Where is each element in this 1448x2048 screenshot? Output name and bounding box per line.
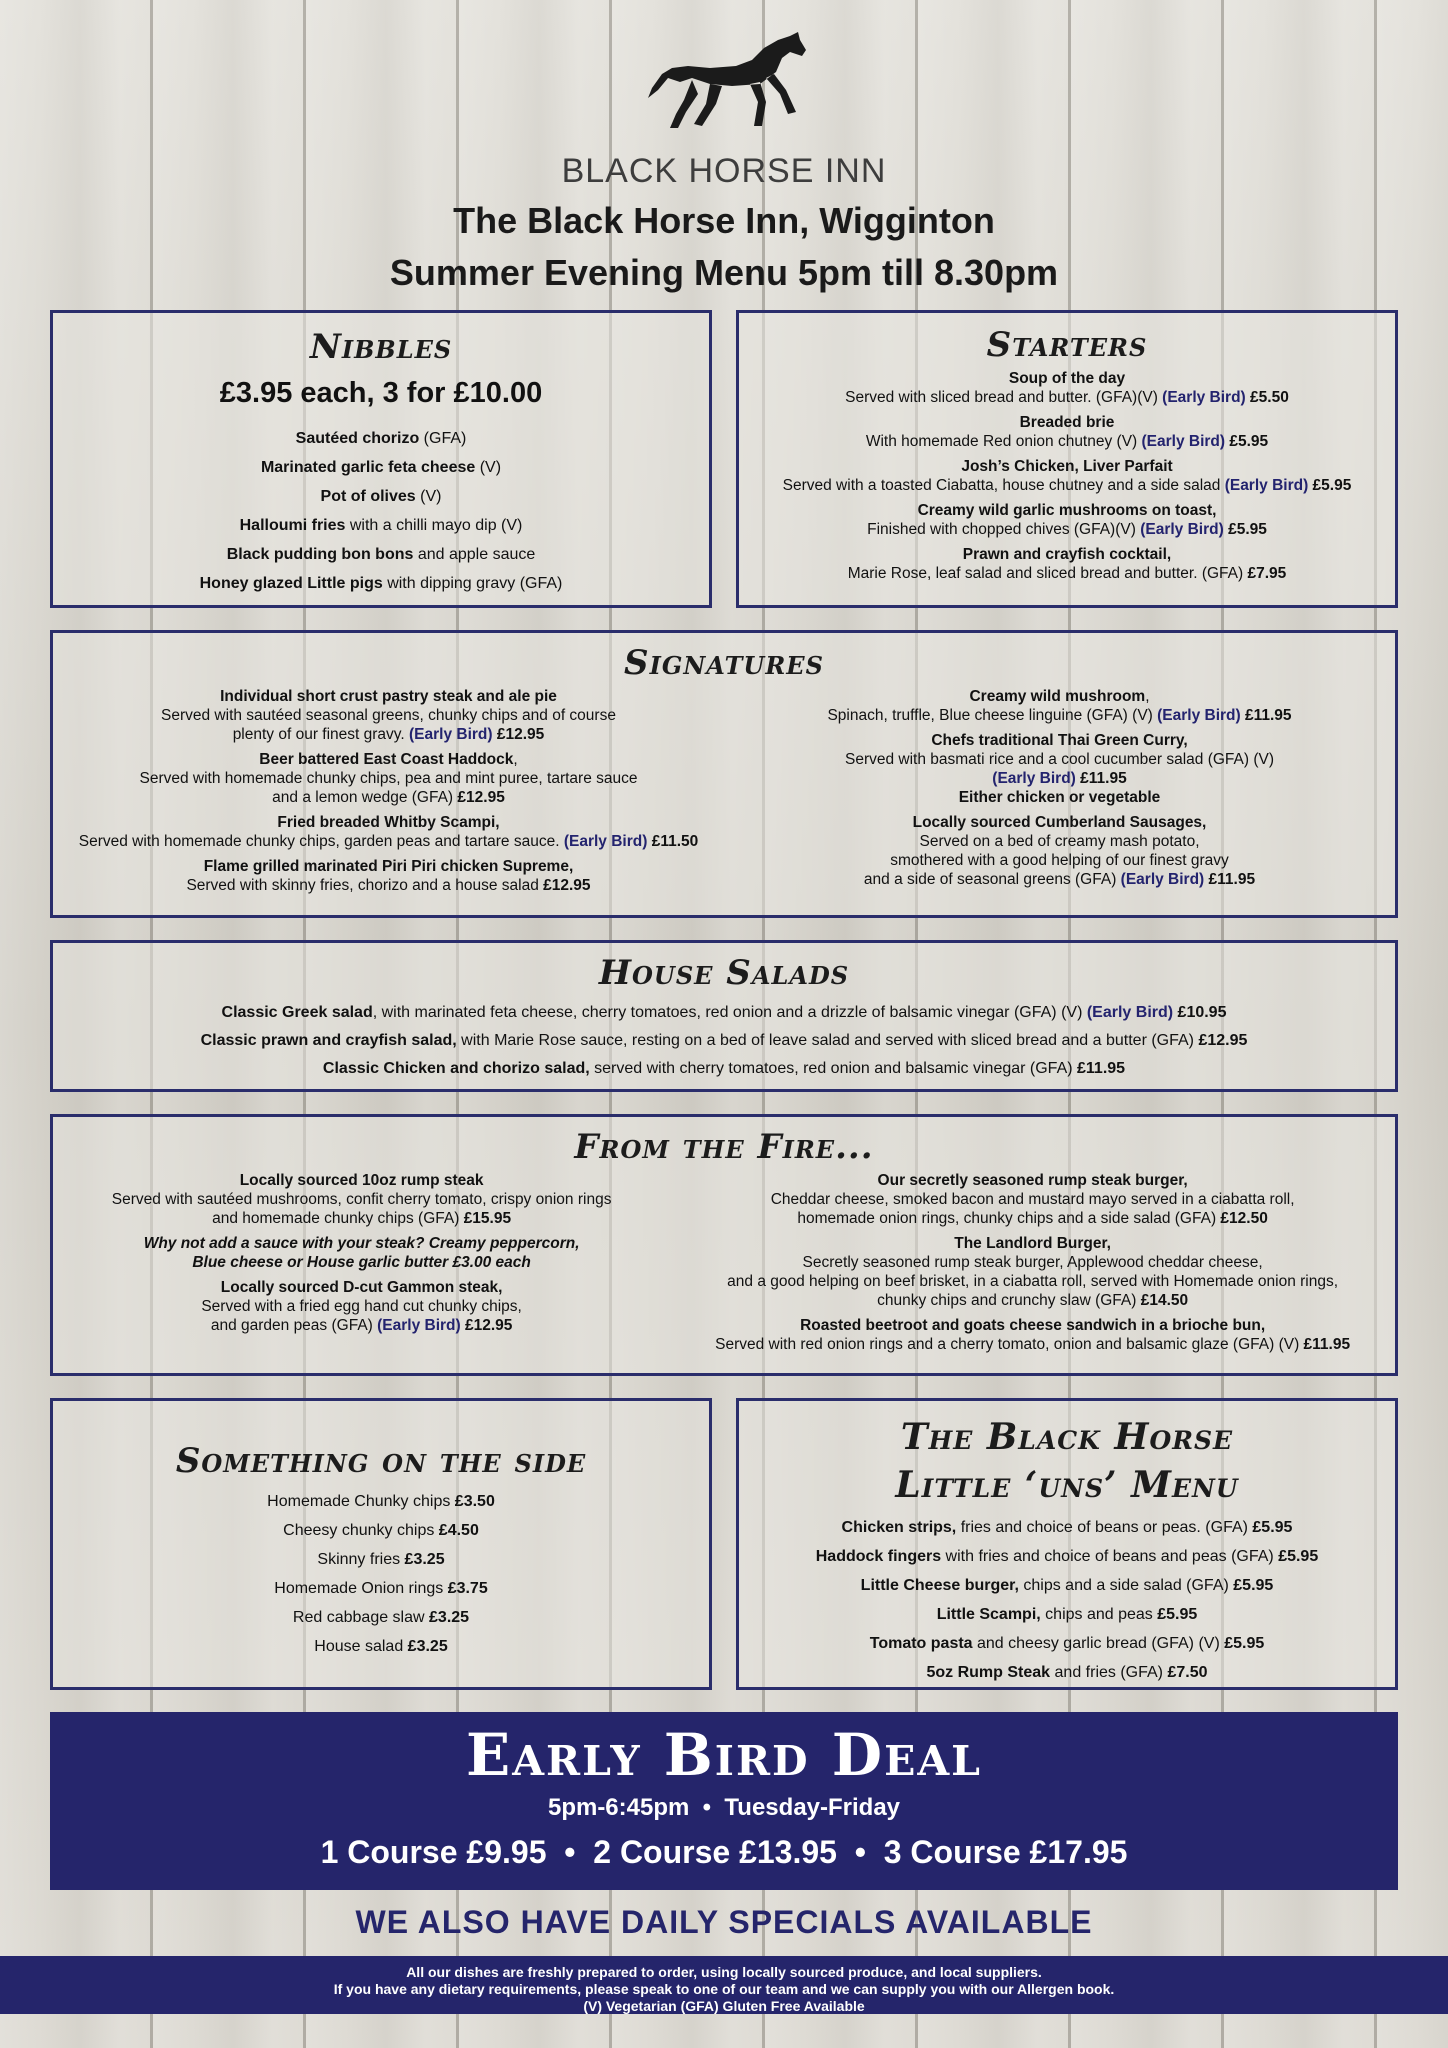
item-desc: and a lemon wedge (GFA) [272,789,458,806]
nibbles-section [50,310,712,608]
menu-item [53,750,724,807]
item-desc: and fries (GFA) [1050,1664,1168,1681]
item-price: £11.95 [1077,1060,1126,1077]
kids-title-line2: Little ‘uns’ Menu [895,1464,1239,1506]
item-desc: Spinach, truffle, Blue cheese linguine (GFA) (V) [827,707,1158,724]
item-name: Red cabbage slaw [292,1609,430,1626]
salad-item [53,999,1395,1027]
early-bird-tag: (Early Bird) [1120,871,1205,888]
item-price: £5.50 [1245,389,1289,406]
item-desc: , with marinated feta cheese, cherry tomatoes, red onion and a drizzle of balsamic vinegar (GFA) (V) [372,1004,1087,1021]
brand-name: BLACK HORSE INN [561,152,887,190]
item-name: Chicken strips, [841,1519,957,1536]
item-name: Classic Chicken and chorizo salad, [322,1060,590,1077]
item-desc: Secretly seasoned rump steak burger, Applewood cheddar cheese, [802,1254,1263,1271]
item-name: Chefs traditional Thai Green Curry, [931,732,1188,749]
item-desc: served with cherry tomatoes, red onion and balsamic vinegar (GFA) [589,1060,1078,1077]
menu-item [53,1234,670,1272]
item-desc: Served with skinny fries, chorizo and a house salad [186,877,544,894]
item-name: Breaded brie [1019,414,1115,431]
item-price: £3.25 [404,1551,445,1568]
item-price: £3.25 [429,1609,470,1626]
item-name: Homemade Onion rings [274,1580,448,1597]
item-price: £15.95 [463,1210,512,1227]
nibble-item [53,569,709,598]
early-bird-prices: 1 Course £9.95 • 2 Course £13.95 • 3 Course £17.95 [320,1834,1128,1870]
item-price: £11.95 [1075,770,1127,787]
item-desc: and apple sauce [413,546,536,563]
item-price: £10.95 [1173,1004,1227,1021]
item-price: £11.95 [1240,707,1292,724]
menu-item [724,687,1395,725]
item-name: Locally sourced D-cut Gammon steak, [220,1279,503,1296]
starters-section [736,310,1398,608]
footer-line-1: All our dishes are freshly prepared to order, using locally sourced produce, and local suppliers. [406,1964,1042,1980]
item-price: £3.25 [407,1638,448,1655]
early-bird-tag: (Early Bird) [992,770,1076,787]
side-item [53,1603,709,1632]
sauce-note: Why not add a sauce with your steak? Creamy peppercorn, [143,1235,580,1252]
item-price: £5.95 [1224,1635,1265,1652]
item-price: £12.50 [1220,1210,1268,1227]
item-desc: chunky chips and crunchy slaw (GFA) [877,1292,1141,1309]
item-name: Locally sourced Cumberland Sausages, [912,814,1207,831]
item-desc: with Marie Rose sauce, resting on a bed of leave salad and served with sliced bread and a butter (GFA) [456,1032,1199,1049]
early-bird-tag: (Early Bird) [1140,521,1224,538]
item-name: Classic Greek salad [221,1004,373,1021]
nibbles-offer: £3.95 each, 3 for £10.00 [219,377,543,409]
item-desc: chips and peas [1040,1606,1158,1623]
item-price: £5.95 [1225,433,1269,450]
item-name: Tomato pasta [869,1635,973,1652]
item-name: Josh’s Chicken, Liver Parfait [961,458,1173,475]
horse-logo-icon [640,28,810,140]
item-name: Homemade Chunky chips [267,1493,455,1510]
menu-item [724,813,1395,889]
menu-item [53,857,724,895]
item-price: £12.95 [457,789,505,806]
early-bird-tag: (Early Bird) [563,833,648,850]
item-name: Halloumi fries [239,517,346,534]
side-item [53,1545,709,1574]
item-desc: Finished with chopped chives (GFA)(V) [867,521,1141,538]
menu-item [53,813,724,851]
item-price: £7.50 [1167,1664,1208,1681]
nibbles-title: Nibbles [309,327,453,367]
salad-item [53,1027,1395,1055]
nibble-item [53,424,709,453]
item-desc: and garden peas (GFA) [210,1317,378,1334]
item-desc: Served with a toasted Ciabatta, house chutney and a side salad [782,477,1225,494]
house-salads-section [50,940,1398,1092]
item-option: Either chicken or vegetable [958,789,1161,806]
starter-item [739,369,1395,407]
kids-item [739,1571,1395,1600]
item-desc: Served with red onion rings and a cherry tomato, onion and balsamic glaze (GFA) (V) [715,1336,1304,1353]
item-name: Creamy wild garlic mushrooms on toast, [917,502,1217,519]
item-desc: and cheesy garlic bread (GFA) (V) [972,1635,1225,1652]
item-name: Our secretly seasoned rump steak burger, [877,1172,1188,1189]
early-bird-tag: (Early Bird) [377,1317,461,1334]
item-price: £11.50 [647,833,699,850]
early-bird-tag: (Early Bird) [1141,433,1226,450]
kids-item [739,1513,1395,1542]
footer-line-3: (V) Vegetarian (GFA) Gluten Free Available [583,1998,865,2014]
side-title: Something on the side [175,1441,587,1481]
item-name: 5oz Rump Steak [926,1664,1051,1681]
item-price: £5.95 [1252,1519,1293,1536]
item-price: £5.95 [1223,521,1267,538]
item-name: Beer battered East Coast Haddock [259,751,514,768]
salads-title: House Salads [598,953,850,993]
starter-item [739,501,1395,539]
item-name: Haddock fingers [815,1548,942,1565]
starter-item [739,457,1395,495]
sides-section [50,1398,712,1690]
item-name: Little Scampi, [936,1606,1041,1623]
item-name: Prawn and crayfish cocktail, [962,546,1172,563]
item-desc: Served with homemade chunky chips, garden peas and tartare sauce. [78,833,564,850]
item-desc: (V) [475,459,502,476]
item-desc: Served with sautéed mushrooms, confit cherry tomato, crispy onion rings [111,1191,612,1208]
item-name: Fried breaded Whitby Scampi, [277,814,500,831]
early-bird-tag: (Early Bird) [1162,389,1246,406]
item-price: £5.95 [1278,1548,1319,1565]
item-desc: (V) [415,488,442,505]
item-price: £3.50 [454,1493,495,1510]
item-desc: and a side of seasonal greens (GFA) [863,871,1121,888]
item-name: Flame grilled marinated Piri Piri chicken Supreme, [203,858,574,875]
item-name: Classic prawn and crayfish salad, [200,1032,457,1049]
item-desc: With homemade Red onion chutney (V) [865,433,1142,450]
item-name: Sautéed chorizo [295,430,420,447]
item-desc: plenty of our finest gravy. [232,726,410,743]
kids-item [739,1629,1395,1658]
from-the-fire-section [50,1114,1398,1376]
item-desc: Served with homemade chunky chips, pea and mint puree, tartare sauce [139,770,638,787]
salad-item [53,1055,1395,1083]
menu-item [724,731,1395,807]
item-name: Individual short crust pastry steak and ale pie [220,688,557,705]
kids-item [739,1600,1395,1629]
starters-title: Starters [986,325,1148,365]
item-desc: (GFA) [419,430,467,447]
item-name: Marinated garlic feta cheese [260,459,476,476]
footer-line-2: If you have any dietary requirements, please speak to one of our team and we can supply you with our Allergen book. [333,1981,1115,1997]
early-bird-title: Early Bird Deal [466,1721,982,1789]
item-name: Little Cheese burger, [860,1577,1019,1594]
starter-item [739,413,1395,451]
signatures-title: Signatures [624,643,824,683]
item-name: Black pudding bon bons [226,546,414,563]
menu-item [53,1278,670,1335]
footer-notes [0,1956,1448,2014]
item-price: £5.95 [1157,1606,1198,1623]
side-item [53,1632,709,1661]
item-name: Soup of the day [1008,370,1126,387]
daily-specials-note: WE ALSO HAVE DAILY SPECIALS AVAILABLE [355,1904,1093,1940]
kids-menu-section [736,1398,1398,1690]
early-bird-times: 5pm-6:45pm • Tuesday-Friday [547,1794,901,1821]
item-name: The Landlord Burger, [954,1235,1111,1252]
early-bird-tag: (Early Bird) [409,726,493,743]
item-price: £4.50 [438,1522,479,1539]
item-price: £12.95 [1198,1032,1248,1049]
signatures-section [50,630,1398,918]
early-bird-tag: (Early Bird) [1224,477,1309,494]
item-desc: Served with sautéed seasonal greens, chunky chips and of course [161,707,616,724]
fire-title: From the Fire... [574,1127,874,1167]
menu-item [53,687,724,744]
sauce-note: Blue cheese or House garlic butter £3.00 each [192,1254,531,1271]
item-price: £3.75 [447,1580,488,1597]
item-price: £12.95 [460,1317,513,1334]
side-item [53,1574,709,1603]
side-item [53,1487,709,1516]
item-name: Locally sourced 10oz rump steak [239,1172,484,1189]
page-title: The Black Horse Inn, Wigginton [453,200,995,241]
menu-subtitle: Summer Evening Menu 5pm till 8.30pm [389,252,1059,293]
side-item [53,1516,709,1545]
item-name: House salad [314,1638,408,1655]
item-name: Creamy wild mushroom [969,688,1146,705]
early-bird-banner [50,1712,1398,1890]
item-desc: Cheddar cheese, smoked bacon and mustard mayo served in a ciabatta roll, [770,1191,1295,1208]
item-price: £12.95 [543,877,591,894]
nibble-item [53,511,709,540]
menu-item [670,1234,1395,1310]
nibble-item [53,482,709,511]
item-price: £5.95 [1233,1577,1274,1594]
item-desc: fries and choice of beans or peas. (GFA) [956,1519,1253,1536]
nibble-item [53,453,709,482]
item-desc: with fries and choice of beans and peas (GFA) [941,1548,1279,1565]
item-desc: Served with basmati rice and a cool cucumber salad (GFA) (V) [844,751,1274,768]
item-name: Roasted beetroot and goats cheese sandwich in a brioche bun, [800,1317,1266,1334]
nibble-item [53,540,709,569]
item-suffix: , [513,751,518,768]
menu-item [670,1171,1395,1228]
item-desc: and a good helping on beef brisket, in a ciabatta roll, served with Homemade onion rings, [727,1273,1339,1290]
item-desc: with dipping gravy (GFA) [382,575,563,592]
item-name: Skinny fries [317,1551,405,1568]
early-bird-tag: (Early Bird) [1157,707,1241,724]
item-desc: Marie Rose, leaf salad and sliced bread and butter. (GFA) [847,565,1248,582]
kids-item [739,1658,1395,1687]
starter-item [739,545,1395,583]
item-desc: Served with a fried egg hand cut chunky chips, [201,1298,522,1315]
item-desc: smothered with a good helping of our finest gravy [890,852,1229,869]
item-desc: Served with sliced bread and butter. (GFA)(V) [845,389,1163,406]
item-name: Honey glazed Little pigs [199,575,383,592]
kids-item [739,1542,1395,1571]
item-desc: homemade onion rings, chunky chips and a side salad (GFA) [797,1210,1221,1227]
item-name: Cheesy chunky chips [283,1522,439,1539]
item-price: £14.50 [1140,1292,1189,1309]
item-price: £5.95 [1308,477,1352,494]
item-desc: chips and a side salad (GFA) [1018,1577,1234,1594]
item-desc: Served on a bed of creamy mash potato, [919,833,1200,850]
item-price: £11.95 [1204,871,1256,888]
item-suffix: , [1145,688,1150,705]
item-desc: and homemade chunky chips (GFA) [212,1210,464,1227]
menu-item [670,1316,1395,1354]
item-desc: with a chilli mayo dip (V) [345,517,523,534]
item-name: Pot of olives [320,488,416,505]
item-price: £7.95 [1247,565,1287,582]
kids-title-line1: The Black Horse [900,1416,1234,1458]
item-price: £12.95 [492,726,545,743]
item-price: £11.95 [1303,1336,1351,1353]
menu-item [53,1171,670,1228]
early-bird-tag: (Early Bird) [1086,1004,1174,1021]
